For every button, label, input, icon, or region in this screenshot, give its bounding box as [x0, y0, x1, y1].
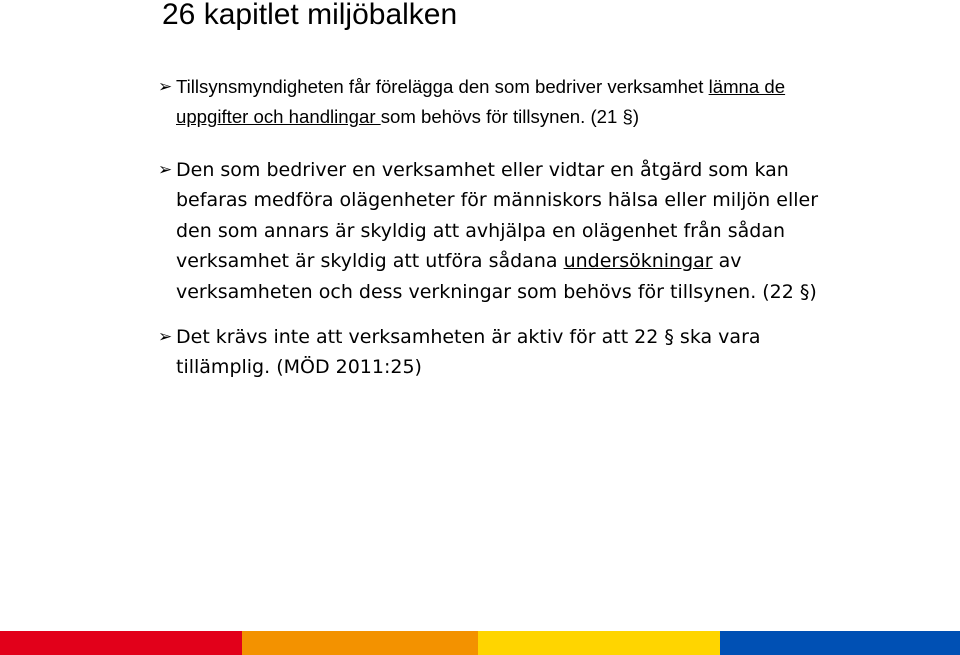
footer-bar-blue	[720, 631, 960, 655]
bullet-3	[158, 322, 858, 383]
bullet-1-text: Tillsynsmyndigheten får förelägga den som bedriver verksamhet lämna de uppgifter och handlingar som behövs för tillsynen. (21 §)	[176, 76, 786, 128]
arrow-bullet-icon: ➢	[158, 160, 173, 180]
bullet-2	[158, 155, 858, 307]
bullet-2-text: Den som bedriver en verksamhet eller vidtar en åtgärd som kan befaras medföra olägenheter för människors hälsa eller miljön eller den som annars är skyldig att avhjälpa en olägenhet från sådan verksamhet är skyldig att utföra sådana undersökningar av verksamheten och dess verkningar som behövs för tillsynen. (22 §)	[176, 159, 819, 303]
footer-bar-red	[0, 631, 242, 655]
footer-color-bars	[0, 631, 960, 655]
slide-title: 26 kapitlet miljöbalken	[162, 0, 458, 31]
underlined-phrase: undersökningar	[563, 250, 713, 273]
underlined-phrase: lämna de uppgifter och handlingar	[176, 76, 786, 128]
footer-bar-yellow	[478, 631, 720, 655]
footer-bar-orange	[242, 631, 478, 655]
arrow-bullet-icon: ➢	[158, 327, 173, 347]
bullet-1	[158, 72, 838, 133]
bullet-3-text: Det krävs inte att verksamheten är aktiv för att 22 § ska vara tillämplig. (MÖD 2011:25)	[176, 326, 761, 379]
arrow-bullet-icon: ➢	[158, 77, 173, 96]
